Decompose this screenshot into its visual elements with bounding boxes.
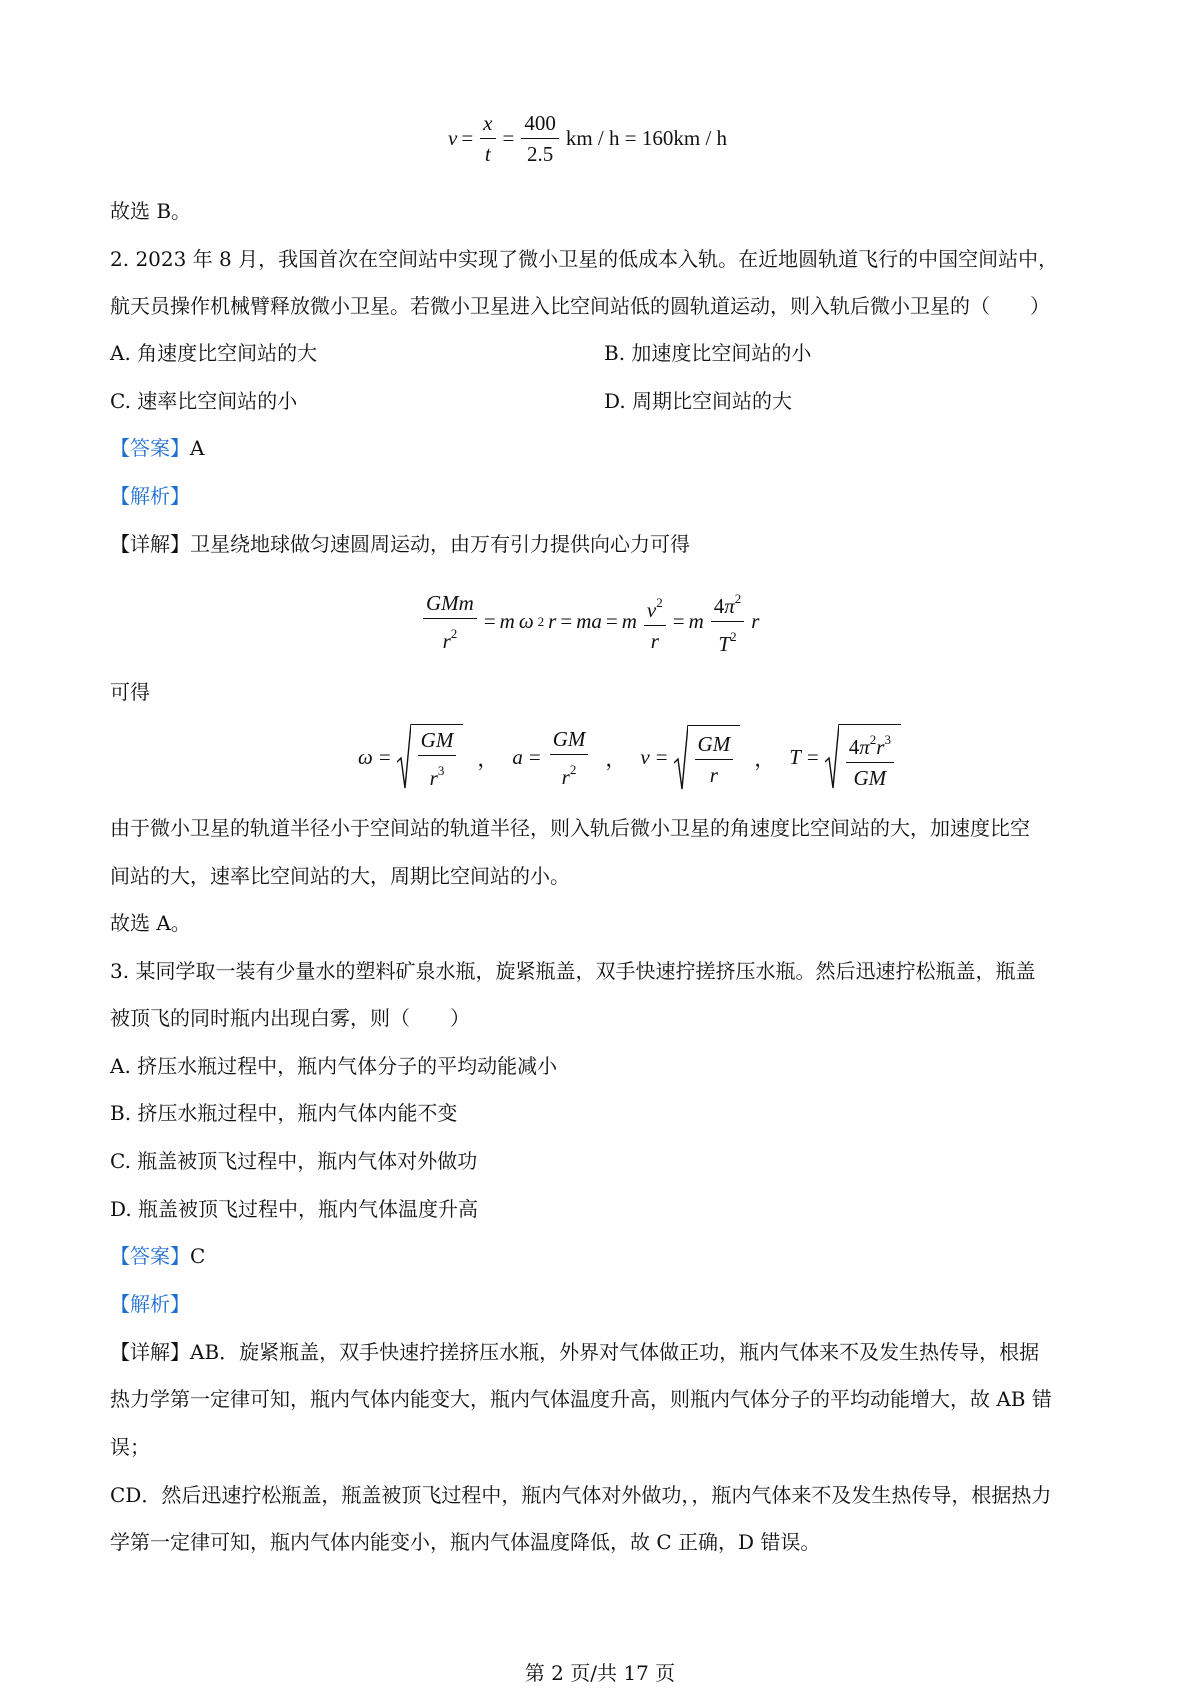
q3-answer: 【答案】C bbox=[110, 1244, 206, 1268]
q2-option-b: B. 加速度比空间站的小 bbox=[604, 341, 812, 365]
q3-stem-line1: 3. 某同学取一装有少量水的塑料矿泉水瓶，旋紧瓶盖，双手快速拧搓挤压水瓶。然后迅速拧松瓶盖，瓶盖 bbox=[110, 959, 1036, 983]
q2-conclusion-line1: 由于微小卫星的轨道半径小于空间站的轨道半径，则入轨后微小卫星的角速度比空间站的大，加速度比空 bbox=[110, 816, 1030, 840]
q2-option-d: D. 周期比空间站的大 bbox=[604, 389, 793, 413]
page-footer: 第 2 页/共 17 页 bbox=[524, 1661, 676, 1685]
q3-analysis-tag: 【解析】 bbox=[110, 1292, 190, 1316]
q1-conclusion: 故选 B。 bbox=[110, 199, 192, 223]
q2-option-c: C. 速率比空间站的小 bbox=[110, 389, 298, 413]
q2-conclusion-line2: 间站的大，速率比空间站的大，周期比空间站的小。 bbox=[110, 864, 570, 888]
q3-detail-line4: CD．然后迅速拧松瓶盖，瓶盖被顶飞过程中，瓶内气体对外做功，，瓶内气体来不及发生热传导，根据热力 bbox=[110, 1483, 1052, 1507]
q3-detail-line5: 学第一定律可知，瓶内气体内能变小，瓶内气体温度降低，故 C 正确，D 错误。 bbox=[110, 1530, 821, 1554]
q3-detail-line1: 【详解】AB．旋紧瓶盖，双手快速拧搓挤压水瓶，外界对气体做正功，瓶内气体来不及发生热传导，根据 bbox=[110, 1340, 1040, 1364]
q2-detail: 【详解】卫星绕地球做匀速圆周运动，由万有引力提供向心力可得 bbox=[110, 532, 690, 556]
q3-option-c: C. 瓶盖被顶飞过程中，瓶内气体对外做功 bbox=[110, 1149, 478, 1173]
orbital-quantities-equation: ω = $\frac{GM}{r^3}$ ， a = $\frac{GM}{r^2}$ ， v = $\frac{GM}{r}$ ， T = $\frac{4\pi^2r^3}{GM}$ bbox=[358, 724, 901, 791]
q2-stem-line2: 航天员操作机械臂释放微小卫星。若微小卫星进入比空间站低的圆轨道运动，则入轨后微小卫星的（ ） bbox=[110, 294, 1050, 318]
q3-detail-line3: 误； bbox=[110, 1435, 150, 1459]
gravitation-equation: $\frac{\text{GMm}}{r^2}$ = m ω 2 r = ma = m $\frac{v^2}{r}$ = m $\frac{4\pi^2}{T^2}$ r bbox=[420, 586, 759, 657]
q2-stem-line1: 2. 2023 年 8 月，我国首次在空间站中实现了微小卫星的低成本入轨。在近地圆轨道飞行的中国空间站中， bbox=[110, 247, 1059, 271]
q3-stem-line2: 被顶飞的同时瓶内出现白雾，则（ ） bbox=[110, 1006, 470, 1030]
q3-option-d: D. 瓶盖被顶飞过程中，瓶内气体温度升高 bbox=[110, 1197, 479, 1221]
q3-detail-line2: 热力学第一定律可知，瓶内气体内能变大，瓶内气体温度升高，则瓶内气体分子的平均动能增大，故 AB 错 bbox=[110, 1387, 1052, 1411]
q3-option-b: B. 挤压水瓶过程中，瓶内气体内能不变 bbox=[110, 1101, 458, 1125]
q2-can-get: 可得 bbox=[110, 680, 150, 704]
q2-option-a: A. 角速度比空间站的大 bbox=[110, 341, 318, 365]
velocity-equation: v = $\frac{x}{t}$ = $\frac{400}{2.5}$ km / h = 160km / h bbox=[448, 111, 728, 166]
q2-answer: 【答案】A bbox=[110, 436, 205, 460]
q2-analysis-tag: 【解析】 bbox=[110, 484, 190, 508]
q2-choose: 故选 A。 bbox=[110, 911, 191, 935]
q3-option-a: A. 挤压水瓶过程中，瓶内气体分子的平均动能减小 bbox=[110, 1054, 558, 1078]
